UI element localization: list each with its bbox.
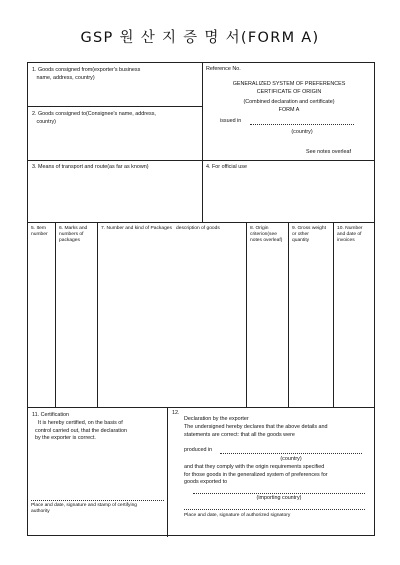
box12-comply: and that they comply with the origin requirements specified for those goods in the generalized system of preferences for goods exported to	[184, 464, 328, 486]
col-marks-numbers: 6. Marks and numbers of packages	[59, 226, 88, 244]
box12-number: 12.	[172, 410, 180, 416]
divider-col-8	[288, 222, 289, 407]
box2-label: 2. Goods consigned to(Consignee's name, address, country)	[32, 111, 156, 125]
box11-body: It is hereby certified, on the basis of control carried out, that the declaration by the exporter is correct.	[34, 420, 127, 442]
box1-label: 1. Goods consigned from(exporter's business name, address, country)	[32, 67, 141, 81]
certificate-form	[27, 62, 375, 536]
header-certificate: CERTIFICATE OF ORIGIN	[256, 89, 322, 95]
header-gsp: GENERALIZED SYSTEM OF PREFERENCES	[232, 81, 346, 87]
col-invoices: 10. Number and date of invoices	[337, 226, 363, 244]
divider-box1-box2	[28, 106, 202, 107]
notes-overleaf: See notes overleaf	[306, 149, 351, 155]
importing-country-field[interactable]	[193, 493, 365, 494]
produced-in-label: produced in	[184, 447, 213, 453]
issued-in-label: issued in	[220, 118, 242, 124]
importing-country-label: (importing country)	[256, 495, 302, 501]
header-combined: (Combined declaration and certificate)	[243, 99, 335, 105]
col-item-number: 5. Item number	[31, 226, 48, 238]
divider-col-5	[55, 222, 56, 407]
col-gross-weight: 9. Gross weight or other quantity	[292, 226, 326, 244]
col-description: 7. Number and kind of Packages description of goods	[101, 226, 220, 231]
issued-in-field[interactable]	[250, 124, 354, 125]
divider-box3-columns	[28, 222, 375, 223]
box12-signature-field[interactable]	[184, 509, 365, 510]
box12-footer: Place and date, signature of authorized signatory	[184, 513, 291, 518]
box4-label: 4. For official use	[206, 164, 247, 170]
box11-signature-field[interactable]	[31, 500, 164, 501]
box11-heading: 11. Certification	[32, 412, 70, 418]
reference-number-label: Reference No.	[206, 66, 241, 72]
col-origin-criterion: 8. Origin criterion(see notes overleaf)	[250, 226, 283, 244]
issued-country-label: (country)	[291, 129, 313, 135]
box3-label: 3. Means of transport and route(as far as known)	[32, 164, 149, 170]
divider-col-9	[333, 222, 334, 407]
box12-body: The undersigned hereby declares that the above details and statements are correct: that all the goods were	[184, 424, 328, 438]
divider-col-6	[97, 222, 98, 407]
produced-in-field[interactable]	[220, 453, 362, 454]
divider-footer-vertical	[167, 407, 168, 537]
divider-col-7	[246, 222, 247, 407]
box11-footer: Place and date, signature and stamp of certifying authority	[31, 503, 138, 515]
produced-country-label: (country)	[280, 456, 302, 462]
header-form-a: FORM A	[278, 107, 300, 113]
box12-heading: Declaration by the exporter	[184, 416, 249, 422]
divider-box2-box3	[28, 160, 375, 161]
divider-columns-footer	[28, 407, 375, 408]
page-title: GSP 원 산 지 증 명 서(FORM A)	[80, 30, 320, 46]
